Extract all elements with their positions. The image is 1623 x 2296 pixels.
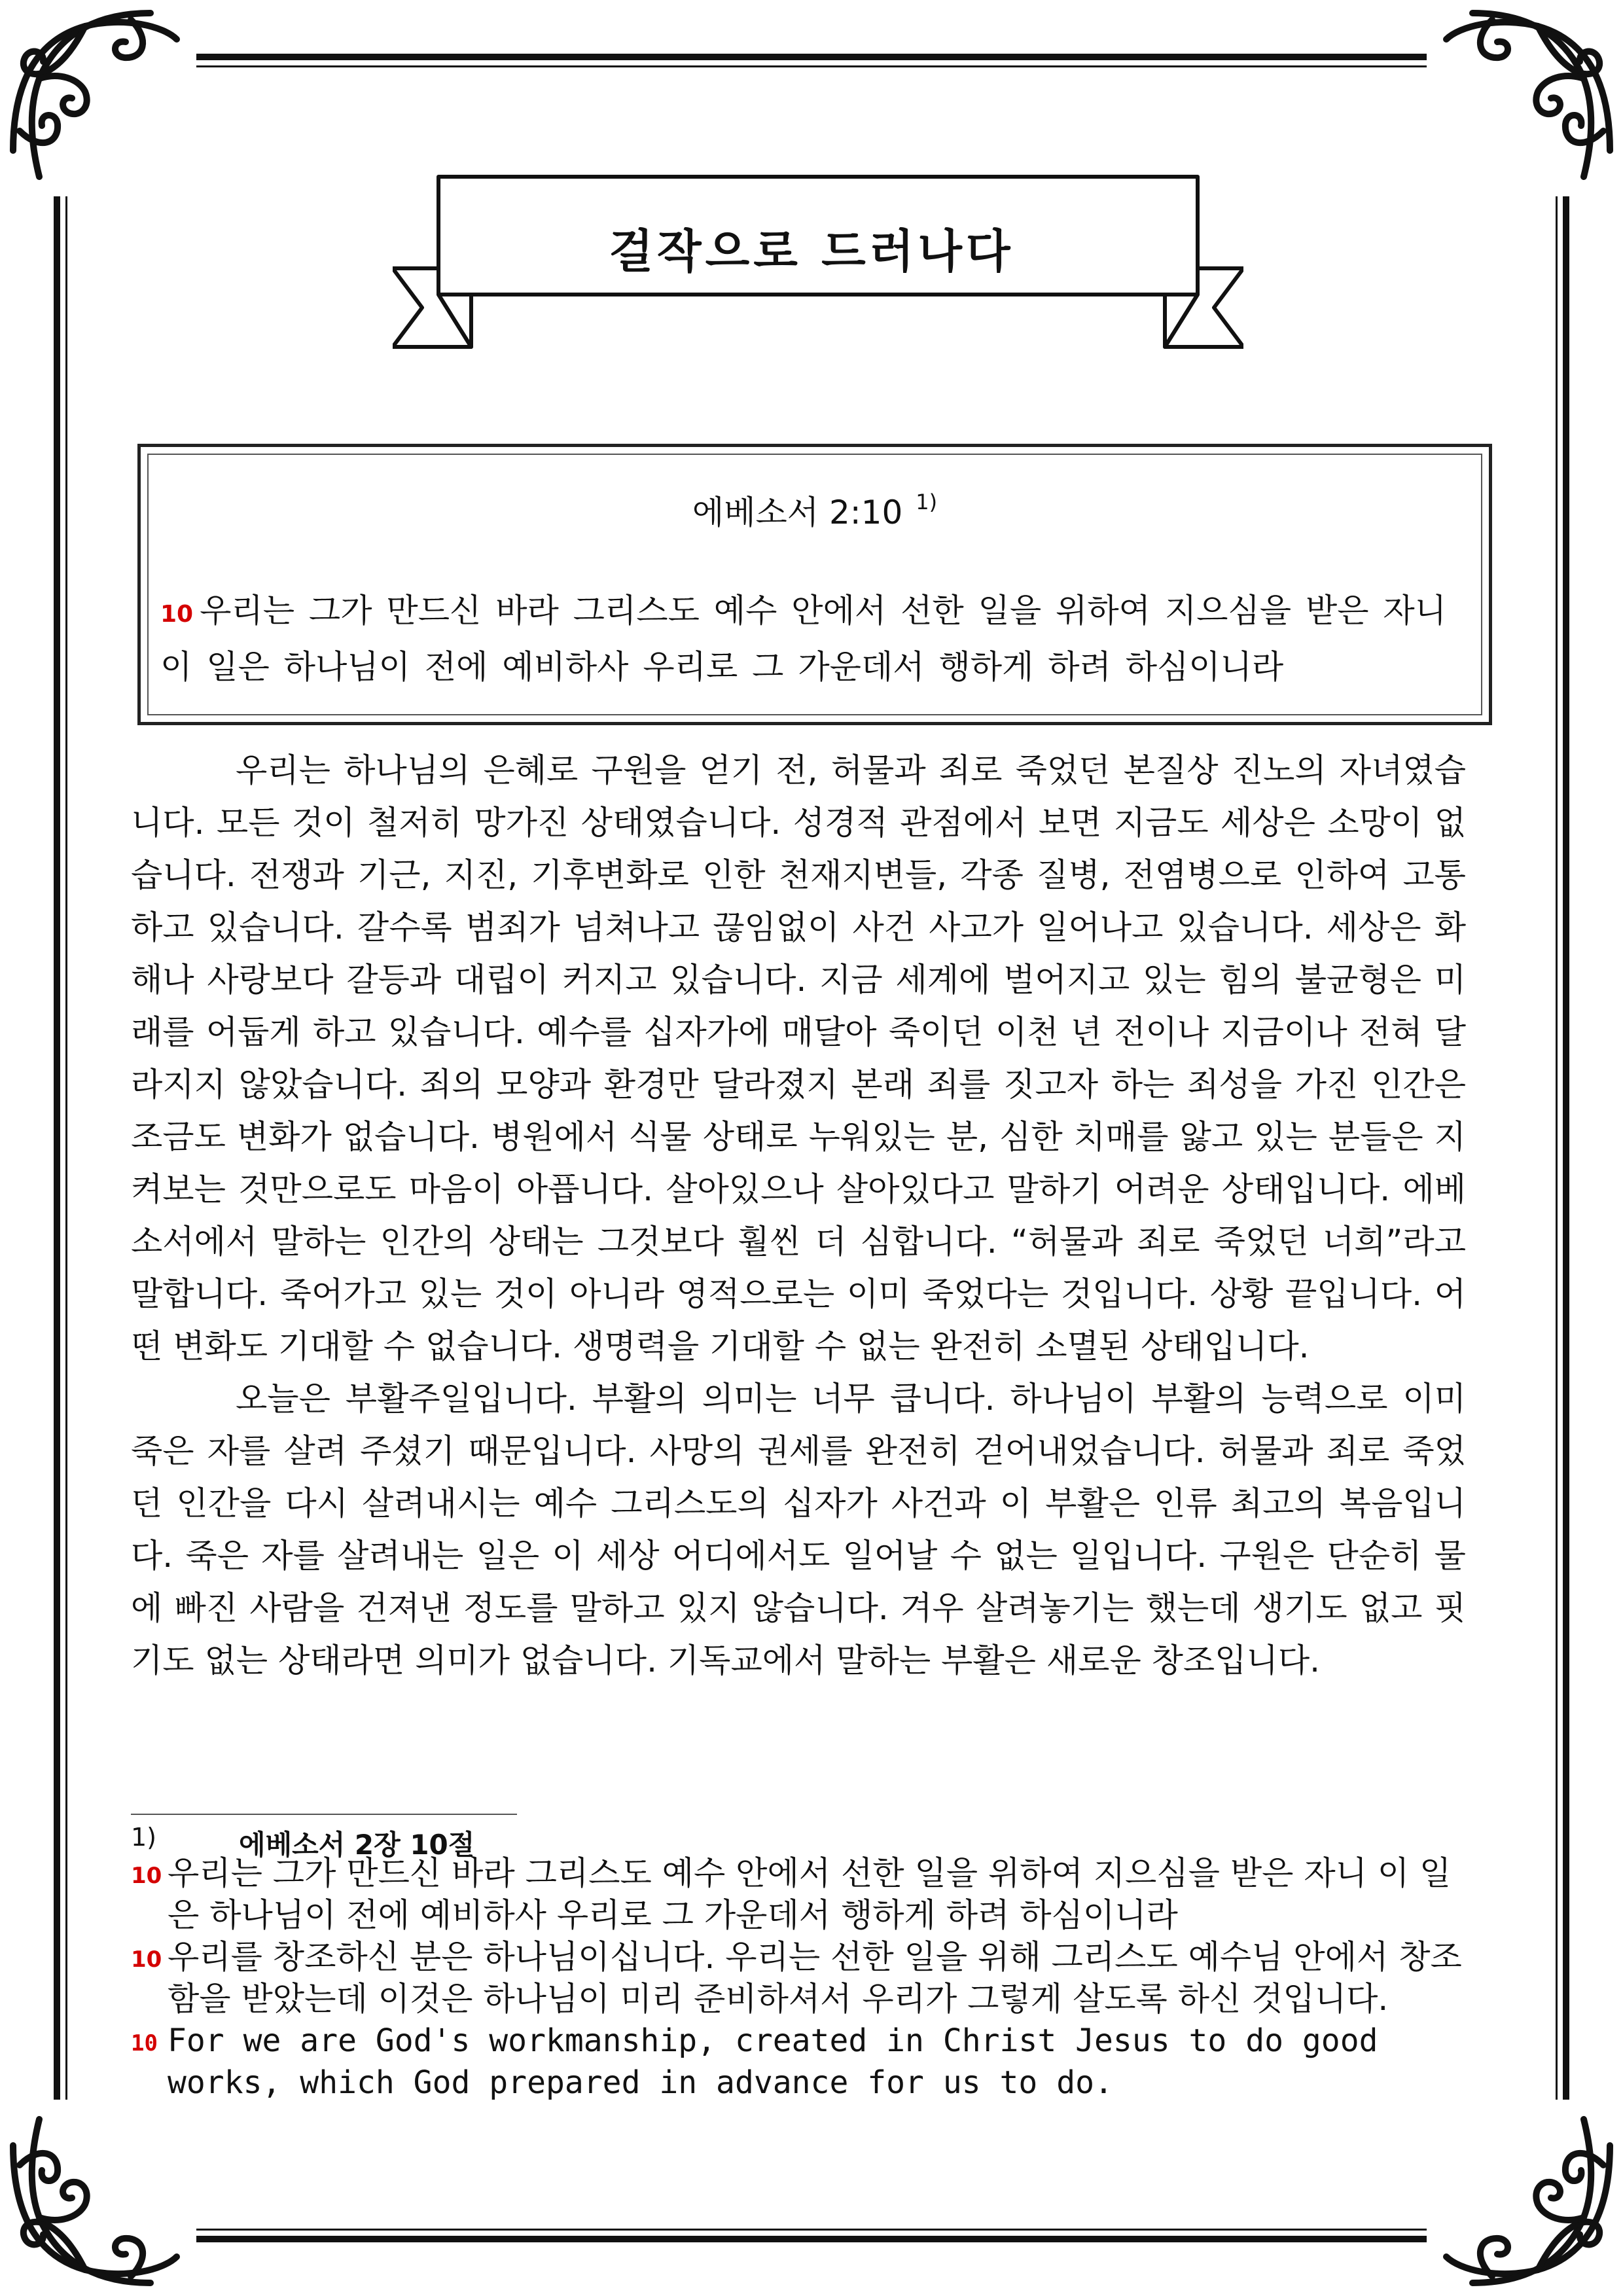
verse-body: 우리는 그가 만드신 바라 그리스도 예수 안에서 선한 일을 위하여 지으심을 받은 자니 이 일은 하나님이 전에 예비하사 우리로 그 가운데서 행하게 하려 하심이니라	[160, 592, 1447, 686]
corner-flourish-icon	[1427, 0, 1623, 196]
footnote-item-krv	[131, 1852, 1479, 1936]
corner-flourish-icon	[0, 2100, 196, 2296]
corner-flourish-icon	[1427, 2100, 1623, 2296]
body-paragraph: 우리는 하나님의 은혜로 구원을 얻기 전, 허물과 죄로 죽었던 본질상 진노의 자녀였습니다. 모든 것이 철저히 망가진 상태였습니다. 성경적 관점에서 보면 지금도 세상은 소망이 없습니다. 전쟁과 기근, 지진, 기후변화로 인한 천재지변들, 각종 질병, 전염병으로 인하여 고통하고 있습니다. 갈수록 범죄가 넘쳐나고 끊임없이 사건 사고가 일어나고 있습니다. 세상은 화해나 사랑보다 갈등과 대립이 커지고 있습니다. 지금 세계에 벌어지고 있는 힘의 불균형은 미래를 어둡게 하고 있습니다. 예수를 십자가에 매달아 죽이던 이천 년 전이나 지금이나 전혀 달라지지 않았습니다. 죄의 모양과 환경만 달라졌지 본래 죄를 짓고자 하는 죄성을 가진 인간은 조금도 변화가 없습니다. 병원에서 식물 상태로 누워있는 분, 심한 치매를 앓고 있는 분들은 지켜보는 것만으로도 마음이 아픕니다. 살아있으나 살아있다고 말하기 어려운 상태입니다. 에베소서에서 말하는 인간의 상태는 그것보다 훨씬 더 심합니다. “허물과 죄로 죽었던 너희”라고 말합니다. 죽어가고 있는 것이 아니라 영적으로는 이미 죽었다는 것입니다. 상황 끝입니다. 어떤 변화도 기대할 수 없습니다. 생명력을 기대할 수 없는 완전히 소멸된 상태입니다.	[131, 751, 1466, 1365]
footnote-verse-text: 우리를 창조하신 분은 하나님이십니다. 우리는 선한 일을 위해 그리스도 예수님 안에서 창조함을 받았는데 이것은 하나님이 미리 준비하셔서 우리가 그렇게 살도록 하신 것입니다.	[168, 1938, 1462, 2018]
footnote-marker: 1)	[131, 1823, 157, 1852]
verse-reference	[141, 486, 1489, 533]
footnote-verse-text: For we are God's workmanship, created in Christ Jesus to do good works, which God prepared in advance for us to do.	[168, 2022, 1378, 2101]
footnote-link[interactable]: 1)	[916, 490, 938, 514]
corner-flourish-icon	[0, 0, 196, 196]
footnote-list	[131, 1852, 1479, 2104]
footnote-item-english	[131, 2020, 1479, 2104]
verse-reference-text: 에베소서 2:10	[692, 493, 903, 531]
sermon-body	[131, 744, 1466, 1687]
title-banner	[393, 164, 1243, 373]
page-title: 걸작으로 드러나다	[609, 224, 1014, 278]
footnote-verse-number: 10	[131, 1863, 162, 1889]
footnote-verse-text: 우리는 그가 만드신 바라 그리스도 예수 안에서 선한 일을 위하여 지으심을 받은 자니 이 일은 하나님이 전에 예비하사 우리로 그 가운데서 행하게 하려 하심이니라	[168, 1854, 1452, 1934]
footnote-verse-number: 10	[131, 1946, 162, 1973]
footnote-verse-number: 10	[131, 2030, 158, 2056]
footnote-title: 에베소서 2장 10절	[239, 1829, 475, 1861]
footnote-divider	[131, 1814, 517, 1815]
verse-number: 10	[160, 601, 194, 628]
footnote-item-paraphrase	[131, 1936, 1479, 2020]
verse-box	[137, 444, 1492, 725]
verse-text	[160, 584, 1463, 693]
body-paragraph: 오늘은 부활주일입니다. 부활의 의미는 너무 큽니다. 하나님이 부활의 능력으로 이미 죽은 자를 살려 주셨기 때문입니다. 사망의 권세를 완전히 걷어내었습니다. 허물과 죄로 죽었던 인간을 다시 살려내시는 예수 그리스도의 십자가 사건과 이 부활은 인류 최고의 복음입니다. 죽은 자를 살려내는 일은 이 세상 어디에서도 일어날 수 없는 일입니다. 구원은 단순히 물에 빠진 사람을 건져낸 정도를 말하고 있지 않습니다. 겨우 살려놓기는 했는데 생기도 없고 핏기도 없는 상태라면 의미가 없습니다. 기독교에서 말하는 부활은 새로운 창조입니다.	[131, 1380, 1466, 1679]
